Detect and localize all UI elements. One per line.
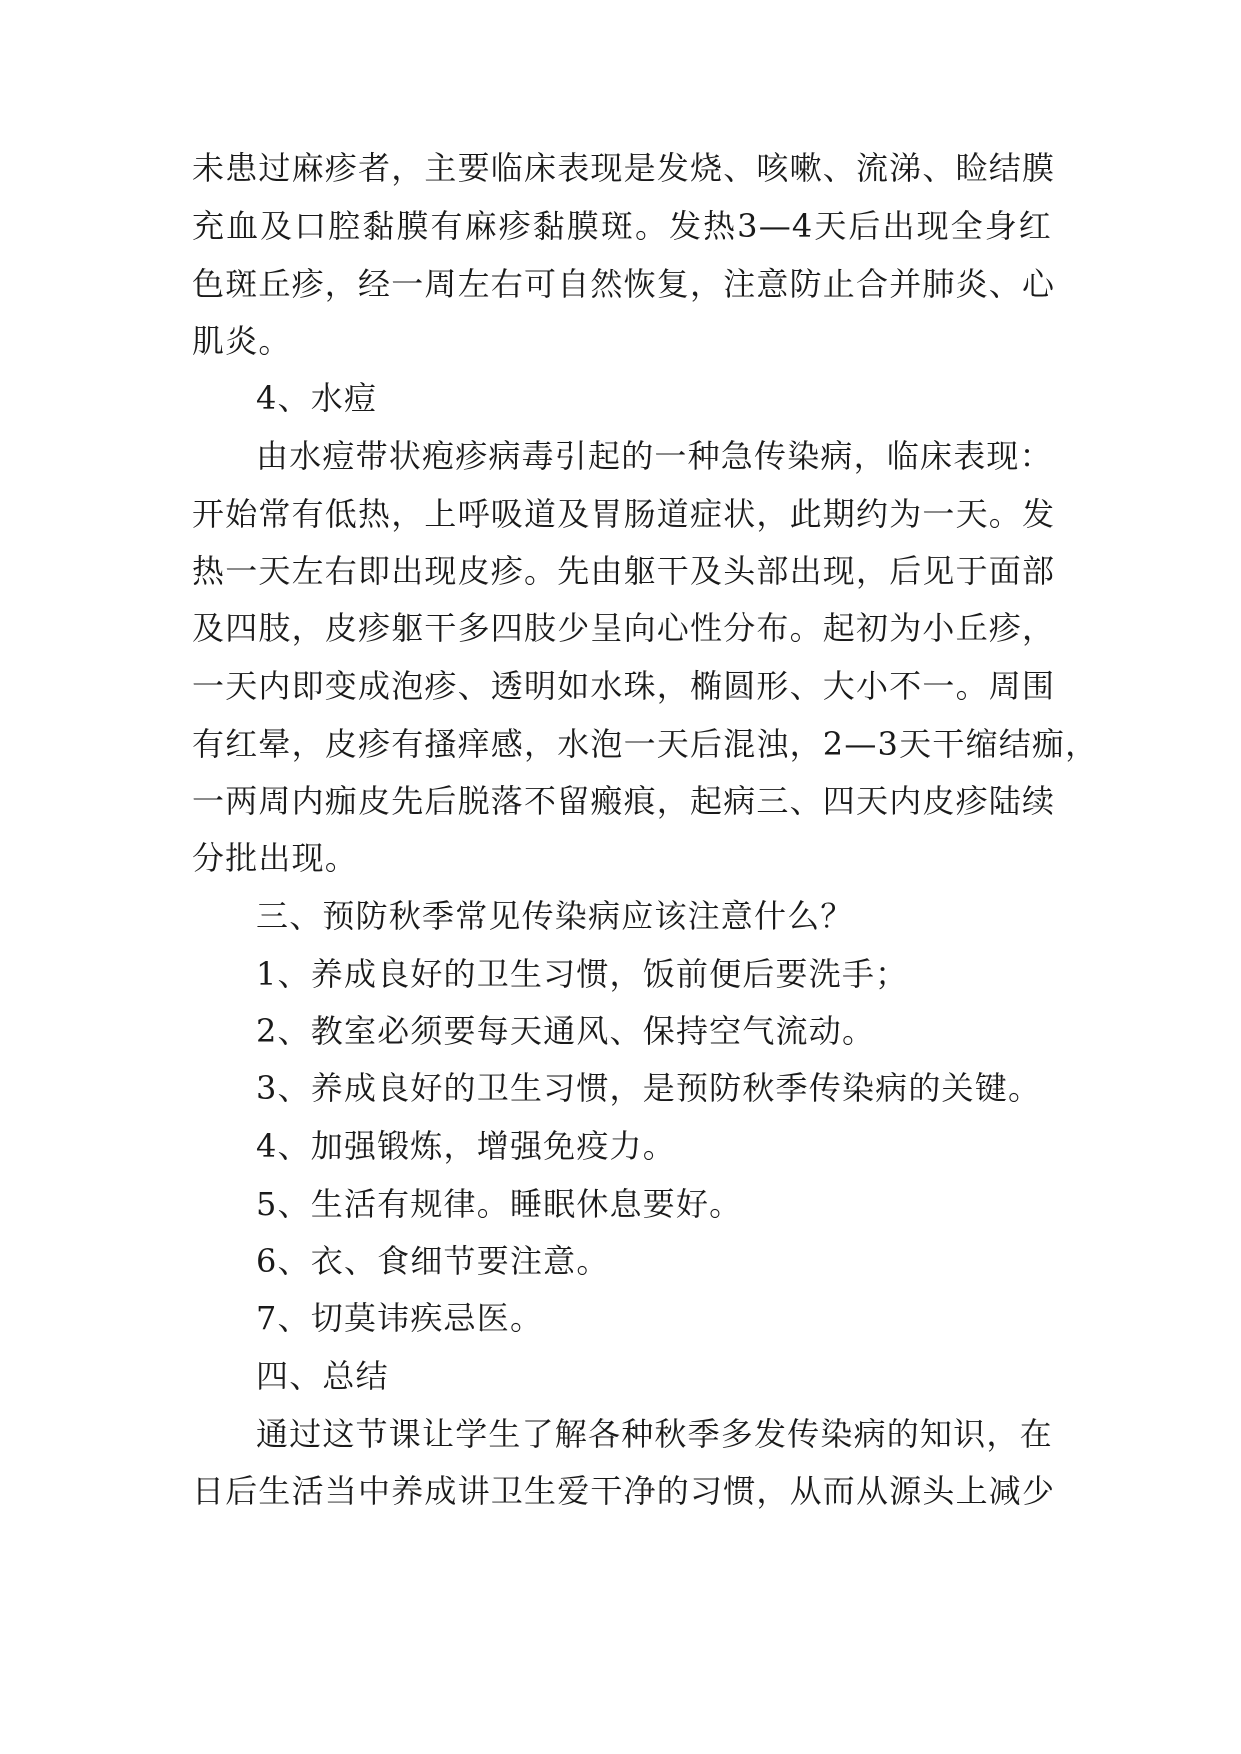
body-text-line: 一两周内痂皮先后脱落不留瘢痕，起病三、四天内皮疹陆续 [192,782,1056,820]
section-heading: 三、预防秋季常见传染病应该注意什么？ [256,897,854,935]
list-item: 6、衣、食细节要注意。 [256,1242,610,1280]
body-text-line: 一天内即变成泡疹、透明如水珠，椭圆形、大小不一。周围 [192,667,1056,705]
body-text-line: 充血及口腔黏膜有麻疹黏膜斑。发热3—4天后出现全身红 [192,207,1052,245]
section-heading: 4、水痘 [256,379,378,417]
body-text-line: 未患过麻疹者，主要临床表现是发烧、咳嗽、流涕、睑结膜 [192,149,1056,187]
list-item: 2、教室必须要每天通风、保持空气流动。 [256,1012,876,1050]
list-item: 1、养成良好的卫生习惯，饭前便后要洗手； [256,955,909,993]
body-text-line: 由水痘带状疱疹病毒引起的一种急传染病，临床表现： [256,437,1053,475]
body-text-line: 色斑丘疹，经一周左右可自然恢复，注意防止合并肺炎、心 [192,265,1056,303]
list-item: 4、加强锻炼，增强免疫力。 [256,1127,676,1165]
body-text-line: 有红晕，皮疹有搔痒感，水泡一天后混浊，2—3天干缩结痂， [192,725,1099,763]
list-item: 3、养成良好的卫生习惯，是预防秋季传染病的关键。 [256,1069,1042,1107]
body-text-line: 热一天左右即出现皮疹。先由躯干及头部出现，后见于面部 [192,552,1056,590]
list-item: 7、切莫讳疾忌医。 [256,1299,544,1337]
body-text-line: 及四肢，皮疹躯干多四肢少呈向心性分布。起初为小丘疹， [192,609,1056,647]
section-heading: 四、总结 [256,1357,389,1395]
body-text-line: 通过这节课让学生了解各种秋季多发传染病的知识，在 [256,1415,1053,1453]
body-text-line: 开始常有低热，上呼吸道及胃肠道症状，此期约为一天。发 [192,495,1056,533]
list-item: 5、生活有规律。睡眠休息要好。 [256,1185,743,1223]
body-text-line: 日后生活当中养成讲卫生爱干净的习惯，从而从源头上减少 [192,1472,1056,1510]
body-text-line: 肌炎。 [192,322,292,360]
body-text-line: 分批出现。 [192,839,359,877]
